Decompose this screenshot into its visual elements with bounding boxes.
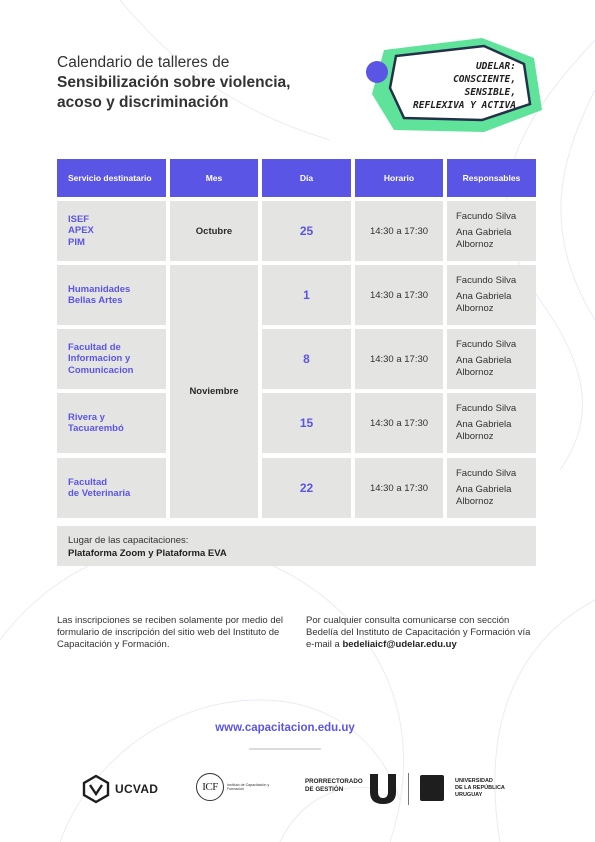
- title-line-2: Sensibilización sobre violencia,: [57, 74, 291, 91]
- table-row-2-responsables: [447, 265, 536, 325]
- header-responsables: Responsables: [447, 159, 536, 197]
- lugar-label: Lugar de las capacitaciones:: [68, 535, 189, 546]
- table-row-2-servicio: [57, 265, 166, 325]
- prorrectorado-u-icon: [368, 772, 398, 806]
- ucvad-icon: [82, 774, 110, 804]
- responsable-1: Facundo Silva: [456, 211, 517, 222]
- header-horario: Horario: [355, 159, 443, 197]
- responsable-1: Facundo Silva: [456, 468, 517, 479]
- prorrectorado-line-1: PRORRECTORADO: [305, 778, 363, 785]
- udelar-line-2: DE LA REPÚBLICA: [455, 784, 505, 791]
- responsable-1: Facundo Silva: [456, 403, 517, 414]
- servicio-line: Informacion y: [68, 353, 131, 365]
- responsable-1: Facundo Silva: [456, 275, 517, 286]
- header-mes: Mes: [170, 159, 258, 197]
- servicio-line: APEX: [68, 225, 94, 237]
- table-row-1-servicio: [57, 201, 166, 261]
- table-row-1-responsables: [447, 201, 536, 261]
- lugar-box: [57, 526, 536, 566]
- servicio-line: Rivera y: [68, 411, 105, 423]
- udelar-line-3: URUGUAY: [455, 791, 483, 798]
- table-row-2-horario: 14:30 a 17:30: [355, 265, 443, 325]
- table-row-3-dia: 8: [262, 329, 351, 389]
- page-title: [57, 53, 357, 113]
- servicio-line: ISEF: [68, 213, 90, 225]
- table-row-4-responsables: [447, 393, 536, 453]
- table-row-5-servicio: [57, 458, 166, 518]
- responsable-2: Ana Gabriela Albornoz: [456, 227, 512, 250]
- badge-line-2: CONSCIENTE, SENSIBLE,: [453, 74, 516, 98]
- table-row-5-responsables: [447, 458, 536, 518]
- consulta-text: [306, 615, 541, 651]
- servicio-line: Humanidades: [68, 283, 131, 295]
- header-dia: Día: [262, 159, 351, 197]
- responsable-2: Ana Gabriela Albornoz: [456, 484, 512, 507]
- table-row-5-dia: 22: [262, 458, 351, 518]
- table-row-5-horario: 14:30 a 17:30: [355, 458, 443, 518]
- title-line-3: acoso y discriminación: [57, 94, 229, 111]
- month-cell-noviembre: Noviembre: [170, 265, 258, 518]
- prorrectorado-logo: [305, 778, 363, 794]
- table-row-3-responsables: [447, 329, 536, 389]
- servicio-line: Tacuarembó: [68, 423, 124, 434]
- footer-logos: [0, 770, 595, 810]
- ucvad-logo: [82, 774, 158, 804]
- contact-email[interactable]: bedeliaicf@udelar.edu.uy: [342, 639, 457, 650]
- table-row-3-servicio: [57, 329, 166, 389]
- responsable-2: Ana Gabriela Albornoz: [456, 355, 512, 378]
- table-row-1-horario: 14:30 a 17:30: [355, 201, 443, 261]
- udelar-line-1: UNIVERSIDAD: [455, 778, 493, 784]
- divider: [249, 748, 321, 750]
- ucvad-label: UCVAD: [115, 782, 159, 796]
- website-link[interactable]: www.capacitacion.edu.uy: [215, 722, 355, 734]
- servicio-line: Facultad de: [68, 341, 121, 353]
- badge-line-1: UDELAR:: [475, 61, 516, 72]
- badge-text: [404, 60, 516, 112]
- table-row-1-dia: 25: [262, 201, 351, 261]
- servicio-line: PIM: [68, 236, 85, 248]
- servicio-line: Comunicacion: [68, 364, 134, 376]
- icf-mark: ICF: [196, 773, 224, 801]
- header-servicio: Servicio destinatario: [57, 159, 166, 197]
- consulta-body: Por cualquier consulta comunicarse con sección Bedelía del Instituto de Capacitación y Formación vía e-mail a: [306, 615, 531, 650]
- table-row-4-horario: 14:30 a 17:30: [355, 393, 443, 453]
- logo-separator: [408, 773, 409, 805]
- badge-line-3: REFLEXIVA Y ACTIVA: [413, 100, 516, 111]
- udelar-logo-text: [455, 778, 505, 798]
- icf-subtitle: Instituto de Capacitación y Formación: [227, 782, 270, 791]
- prorrectorado-line-2: DE GESTIÓN: [305, 786, 344, 793]
- icf-logo: [196, 773, 282, 801]
- servicio-line: Facultad: [68, 476, 108, 488]
- servicio-line: Bellas Artes: [68, 295, 123, 306]
- responsable-2: Ana Gabriela Albornoz: [456, 291, 512, 314]
- table-row-4-dia: 15: [262, 393, 351, 453]
- udelar-seal-icon: [420, 775, 444, 801]
- servicio-line: de Veterinaria: [68, 488, 131, 499]
- badge-purple-dot: [366, 61, 388, 83]
- lugar-value: Plataforma Zoom y Plataforma EVA: [68, 548, 227, 559]
- inscripciones-text: Las inscripciones se reciben solamente por medio del formulario de inscripción del sitio web del Instituto de Capacitación y Formación.: [57, 615, 284, 650]
- month-cell-octubre: Octubre: [170, 201, 258, 261]
- responsable-2: Ana Gabriela Albornoz: [456, 419, 512, 442]
- title-line-1: Calendario de talleres de: [57, 54, 230, 71]
- table-row-2-dia: 1: [262, 265, 351, 325]
- table-row-4-servicio: [57, 393, 166, 453]
- responsable-1: Facundo Silva: [456, 339, 517, 350]
- table-row-3-horario: 14:30 a 17:30: [355, 329, 443, 389]
